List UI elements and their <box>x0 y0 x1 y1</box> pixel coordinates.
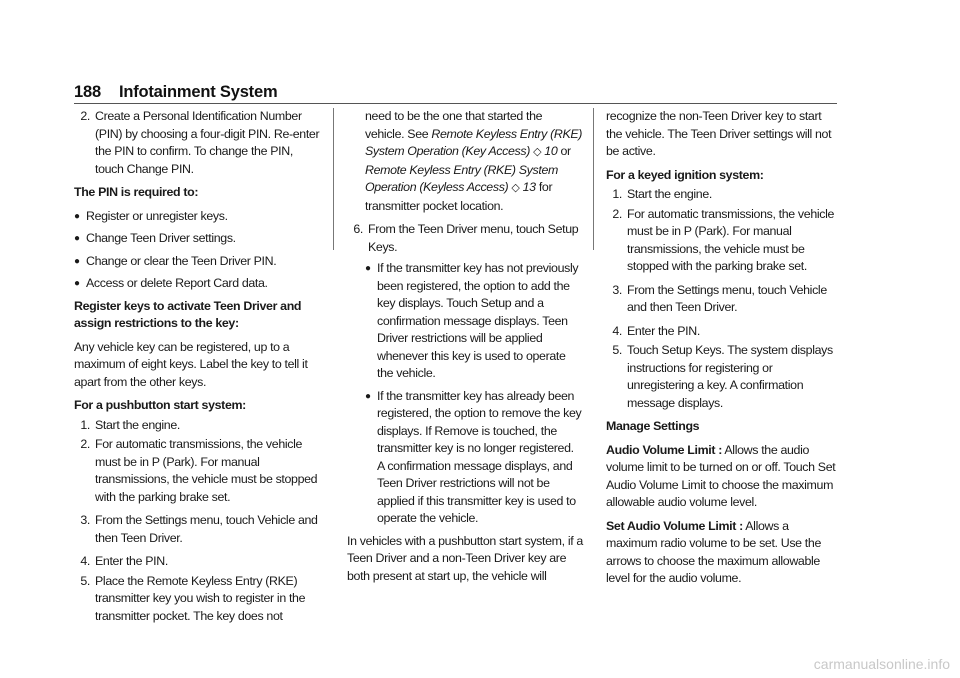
step-text: Place the Remote Keyless Entry (RKE) transmitter key you wish to register in the transmitter pocket. The key does not <box>95 573 306 623</box>
audio-limit-paragraph <box>606 442 838 512</box>
bullet-text: Access or delete Report Card data. <box>86 276 268 290</box>
step-text: Create a Personal Identification Number (PIN) by choosing a four-digit PIN. Re-enter the PIN to confirm. To change the PIN, touch Change PIN. <box>95 109 320 176</box>
bullet-item <box>74 208 320 226</box>
step-number: 4. <box>612 323 622 338</box>
page-ref-icon: ◇ <box>511 182 520 194</box>
or-text: or <box>557 144 571 158</box>
set-limit-text: Allows a maximum radio volume to be set. Use the arrows to choose the maximum allowable level for the audio volume. <box>606 518 821 585</box>
bullet-item <box>74 230 320 248</box>
bullet-item <box>365 388 583 528</box>
bullet-icon: ● <box>74 278 80 289</box>
step-text: For automatic transmissions, the vehicle must be in P (Park). For manual transmissions, the vehicle must be stopped with the parking brake set. <box>95 437 318 504</box>
step-text: Start the engine. <box>95 417 180 432</box>
set-limit-label: Set Audio Volume Limit : <box>606 518 743 533</box>
list-item <box>74 108 320 178</box>
bullet-icon: ● <box>365 263 371 274</box>
step-number: 2. <box>80 109 90 123</box>
page-ref-icon: ◇ <box>533 146 542 158</box>
bullet-text: Register or unregister keys. <box>86 208 228 223</box>
step-text: From the Settings menu, touch Vehicle and then Teen Driver. <box>95 513 318 545</box>
list-item <box>74 417 320 435</box>
list-item <box>74 512 320 547</box>
bullet-text: If the transmitter key has already been registered, the option to remove the key displays. If Remove is touched, the transmitter key is no longer registered. A confirmation message displays, and Teen Driver restrictions will not be applied if this transmitter key is used to operate the vehicle. <box>377 388 582 525</box>
step-number: 1. <box>80 417 90 432</box>
register-heading: Register keys to activate Teen Driver and assign restrictions to the key: <box>74 298 302 330</box>
manage-settings-heading: Manage Settings <box>606 419 700 433</box>
column-1 <box>74 108 320 631</box>
section-title: Infotainment System <box>118 83 278 101</box>
register-body: Any vehicle key can be registered, up to a maximum of eight keys. Label the key to tell it apart from the other keys. <box>74 339 308 389</box>
step-number: 4. <box>80 554 90 568</box>
page-ref-number: 10 <box>544 144 558 158</box>
pin-required-heading: The PIN is required to: <box>74 185 199 199</box>
continuation-text: for transmitter pocket location. <box>365 180 553 213</box>
step-text: Enter the PIN. <box>627 323 700 338</box>
column-3 <box>606 108 838 594</box>
bullet-item <box>74 275 320 293</box>
step-number: 5. <box>80 573 90 588</box>
list-item <box>74 573 320 626</box>
step-number: 5. <box>612 343 622 357</box>
step-number: 1. <box>612 187 622 201</box>
page-ref-number: 13 <box>522 180 536 194</box>
watermark-text: carmanualsonline.info <box>813 656 950 672</box>
closing-paragraph: In vehicles with a pushbutton start system, if a Teen Driver and a non-Teen Driver key are both present at start up, the vehicle will <box>347 533 583 583</box>
step-text: Start the engine. <box>627 187 712 201</box>
keyed-heading: For a keyed ignition system: <box>606 167 764 182</box>
step-number: 3. <box>612 282 622 297</box>
bullet-icon: ● <box>365 390 371 402</box>
page-header <box>74 83 277 102</box>
list-item <box>74 553 320 571</box>
bullet-icon: ● <box>74 210 80 222</box>
step-text: From the Settings menu, touch Vehicle and then Teen Driver. <box>627 282 827 314</box>
step-number: 2. <box>80 437 90 451</box>
step-number: 6. <box>353 222 363 236</box>
continuation-paragraph: recognize the non-Teen Driver key to start the vehicle. The Teen Driver settings will not be active. <box>606 109 832 158</box>
bullet-icon: ● <box>74 233 80 244</box>
step5-continuation <box>365 108 583 215</box>
bullet-item <box>74 253 320 271</box>
step-text: From the Teen Driver menu, touch Setup Keys. <box>368 222 579 254</box>
page-number: 188 <box>74 83 101 101</box>
pushbutton-heading: For a pushbutton start system: <box>74 398 246 412</box>
step-number: 2. <box>612 206 622 221</box>
list-item <box>606 206 838 276</box>
list-item <box>606 282 838 317</box>
continuation-text: need to be the one that started the vehicle. See <box>365 109 543 141</box>
list-item <box>606 342 838 412</box>
audio-limit-label: Audio Volume Limit : <box>606 442 722 457</box>
bullet-text: If the transmitter key has not previously been registered, the option to add the key displays. Touch Setup and a confirmation message displays. Teen Driver restrictions will be applied whenever this key is used to operate the vehicle. <box>377 261 579 380</box>
step-text: Enter the PIN. <box>95 554 168 568</box>
list-item <box>74 436 320 506</box>
step-text: For automatic transmissions, the vehicle must be in P (Park). For manual transmissions, the vehicle must be stopped with the parking brake set. <box>627 206 835 273</box>
column-divider-2 <box>593 108 594 250</box>
bullet-icon: ● <box>74 255 80 267</box>
bullet-text: Change or clear the Teen Driver PIN. <box>86 253 277 268</box>
cross-reference-link[interactable]: Remote Keyless Entry (RKE) System Operation (Key Access) <box>365 126 583 158</box>
list-item <box>606 186 838 204</box>
bullet-text: Change Teen Driver settings. <box>86 231 236 245</box>
audio-limit-text: Allows the audio volume limit to be turned on or off. Touch Set Audio Volume Limit to choose the maximum allowable audio volume level. <box>606 442 836 509</box>
bullet-item <box>365 260 583 383</box>
header-rule <box>74 103 837 104</box>
list-item <box>606 323 838 341</box>
list-item <box>347 221 583 256</box>
step-text: Touch Setup Keys. The system displays instructions for registering or unregistering a key. A confirmation message displays. <box>627 343 833 410</box>
step-number: 3. <box>80 513 90 527</box>
column-divider-1 <box>333 108 334 250</box>
set-limit-paragraph <box>606 518 838 588</box>
cross-reference-link[interactable]: Remote Keyless Entry (RKE) System Operation (Keyless Access) <box>365 162 558 194</box>
column-2 <box>347 108 583 591</box>
